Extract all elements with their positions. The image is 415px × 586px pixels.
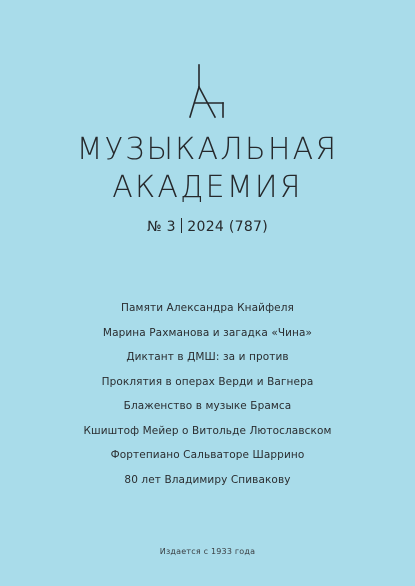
issue-separator [181,218,183,233]
contents-item: Диктант в ДМШ: за и против [126,351,289,363]
contents-item: Марина Рахманова и загадка «Чина» [102,326,313,339]
contents-item: Блаженство в музыке Брамса [123,400,292,412]
issue-number: № 3 [146,219,176,235]
magazine-title-line-1: МУЗЫКАЛЬНАЯ [76,132,339,167]
contents-item: Фортепиано Сальваторе Шаррино [110,449,305,461]
publication-since-note: Издается с 1933 года [159,547,256,556]
stylized-letter-a-logo-icon [188,63,228,119]
issue-info [0,216,415,238]
contents-item: Кшиштоф Мейер о Витольде Лютославском [83,424,332,437]
table-of-contents [0,296,415,492]
contents-item: Проклятия в операх Верди и Вагнера [101,375,314,388]
magazine-title-line-2: АКАДЕМИЯ [112,170,303,205]
issue-year: 2024 (787) [187,219,269,235]
contents-item: Памяти Александра Кнайфеля [121,302,294,314]
contents-item: 80 лет Владимиру Спивакову [124,473,291,486]
